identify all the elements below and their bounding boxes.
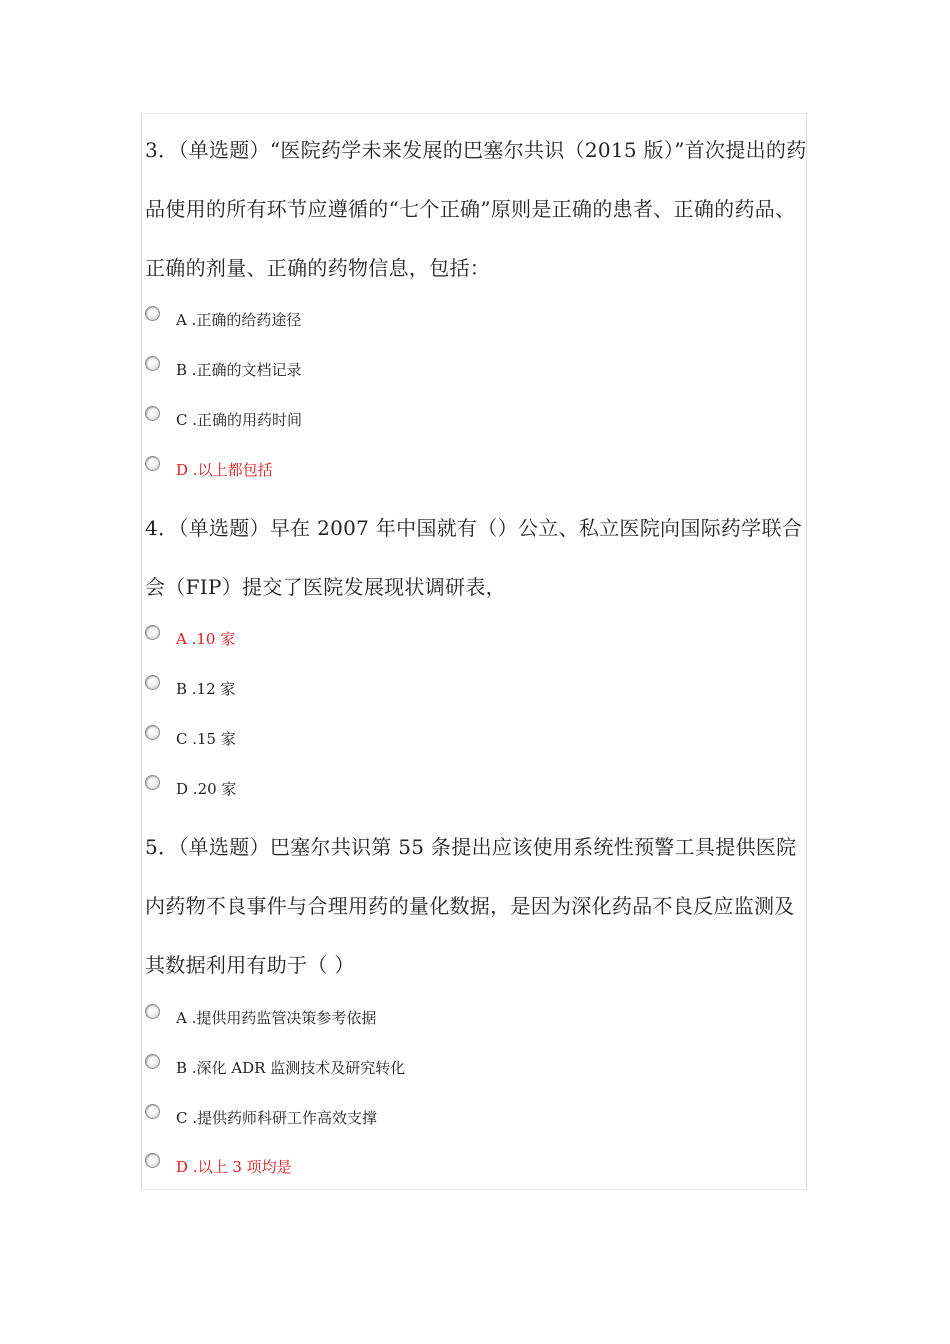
question-3-option-a[interactable] bbox=[145, 307, 301, 331]
radio-button-icon[interactable] bbox=[145, 775, 160, 790]
radio-button-icon[interactable] bbox=[145, 1004, 160, 1019]
radio-button-icon[interactable] bbox=[145, 675, 160, 690]
question-3-text: 3．（单选题）“医院药学未来发展的巴塞尔共识（2015 版）”首次提出的药品使用的所有环节应遵循的“七个正确”原则是正确的患者、正确的药品、正确的剂量、正确的药物信息，包括： bbox=[145, 138, 807, 280]
question-5-option-b[interactable] bbox=[145, 1055, 405, 1079]
option-label: B .正确的文档记录 bbox=[176, 361, 302, 379]
option-label-highlighted: D .以上都包括 bbox=[176, 461, 273, 479]
option-label: D .20 家 bbox=[176, 780, 237, 798]
question-4-option-c[interactable] bbox=[145, 726, 236, 750]
option-label-highlighted: A .10 家 bbox=[176, 630, 236, 648]
radio-button-icon[interactable] bbox=[145, 725, 160, 740]
question-5-option-d[interactable] bbox=[145, 1154, 292, 1178]
question-5-option-c[interactable] bbox=[145, 1105, 377, 1129]
question-5-option-a[interactable] bbox=[145, 1005, 376, 1029]
option-label: C .15 家 bbox=[176, 730, 236, 748]
option-label-highlighted: D .以上 3 项均是 bbox=[176, 1158, 292, 1176]
question-3-option-d[interactable] bbox=[145, 457, 273, 481]
radio-button-icon[interactable] bbox=[145, 406, 160, 421]
question-4-option-b[interactable] bbox=[145, 676, 235, 700]
radio-button-icon[interactable] bbox=[145, 1054, 160, 1069]
question-4-text: 4．（单选题）早在 2007 年中国就有（）公立、私立医院向国际药学联合会（FIP）提交了医院发展现状调研表， bbox=[145, 516, 803, 599]
question-5-text: 5．（单选题）巴塞尔共识第 55 条提出应该使用系统性预警工具提供医院内药物不良事件与合理用药的量化数据，是因为深化药品不良反应监测及其数据利用有助于（ ） bbox=[145, 835, 797, 977]
radio-button-icon[interactable] bbox=[145, 1104, 160, 1119]
option-label: B .12 家 bbox=[176, 680, 236, 698]
radio-button-icon[interactable] bbox=[145, 625, 160, 640]
radio-button-icon[interactable] bbox=[145, 356, 160, 371]
question-4-option-a[interactable] bbox=[145, 626, 235, 650]
radio-button-icon[interactable] bbox=[145, 456, 160, 471]
option-label: A .提供用药监管决策参考依据 bbox=[176, 1009, 377, 1027]
question-3-option-c[interactable] bbox=[145, 407, 302, 431]
question-3-option-b[interactable] bbox=[145, 357, 302, 381]
option-label: C .提供药师科研工作高效支撑 bbox=[176, 1109, 378, 1127]
question-4-option-d[interactable] bbox=[145, 776, 236, 800]
option-label: B .深化 ADR 监测技术及研究转化 bbox=[176, 1059, 406, 1077]
radio-button-icon[interactable] bbox=[145, 306, 160, 321]
option-label: A .正确的给药途径 bbox=[176, 311, 302, 329]
radio-button-icon[interactable] bbox=[145, 1153, 160, 1168]
option-label: C .正确的用药时间 bbox=[176, 411, 303, 429]
